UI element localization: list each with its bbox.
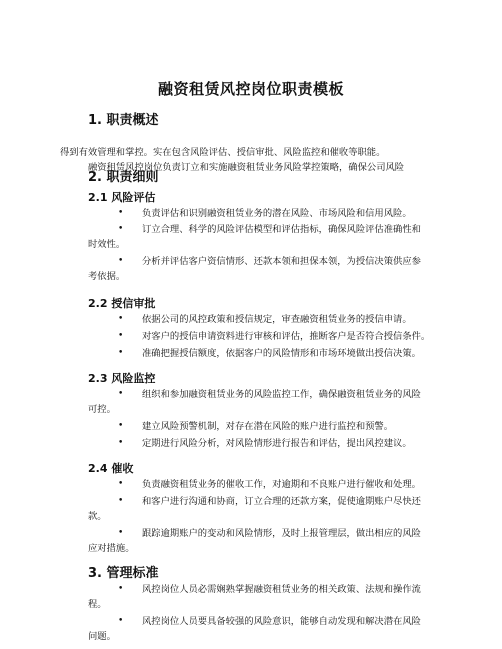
list-item-text: 负责评估和识别融资租赁业务的潜在风险、市场风险和信用风险。 (142, 208, 412, 219)
bullet-icon: • (118, 208, 124, 218)
list-item-text: 风控岗位人员必需娴熟掌握融资租赁业务的相关政策、法规和操作流 (142, 584, 421, 595)
list-item (88, 436, 442, 451)
list-item-text-continued: 应对措施。 (88, 543, 135, 554)
list-item-text: 订立合理、科学的风险评估模型和评估指标，确保风险评估准确性和 (142, 224, 421, 235)
bullet-icon: • (118, 479, 124, 489)
bullet-icon: • (118, 224, 124, 234)
bullet-icon: • (118, 331, 124, 341)
list-item (88, 387, 442, 417)
list-item (88, 346, 442, 361)
list-item-text-continued: 款。 (88, 511, 107, 522)
list-item (88, 477, 442, 492)
list-item-text: 准确把握授信额度，依据客户的风险情形和市场环境做出授信决策。 (142, 348, 421, 359)
bullet-icon: • (118, 256, 124, 266)
list-item (88, 582, 442, 612)
list-item-text: 对客户的授信申请资料进行审核和评估，推断客户是否符合授信条件。 (142, 331, 431, 342)
section-heading-management-standards: 3. 管理标准 (88, 566, 159, 581)
list-item (88, 312, 442, 327)
list-item-text: 建立风险预警机制，对存在潜在风险的账户进行监控和预警。 (142, 421, 394, 432)
list-item-text: 风控岗位人员要具备较强的风险意识，能够自动发现和解决潜在风险 (142, 616, 421, 627)
list-item (88, 206, 442, 221)
bullet-icon: • (118, 496, 124, 506)
overview-line-1: 融资租赁风控岗位负责订立和实施融资租赁业务风险掌控策略，确保公司风险 (88, 162, 405, 173)
overview-line-2: 得到有效管理和掌控。实在包含风险评估、授信审批、风险监控和催收等职能。 (60, 147, 386, 158)
bullet-icon: • (118, 584, 124, 594)
document-title: 融资租赁风控岗位职责模板 (157, 80, 344, 98)
subsection-heading-risk-monitoring: 2.3 风险监控 (88, 372, 156, 385)
section-heading-details: 2. 职责细则 (88, 170, 159, 185)
list-item (88, 494, 442, 524)
subsection-heading-collection: 2.4 催收 (88, 462, 134, 475)
subsection-heading-risk-assessment: 2.1 风险评估 (88, 191, 156, 204)
list-item-text-continued: 程。 (88, 599, 107, 610)
bullet-icon: • (118, 389, 124, 399)
list-item-text: 负责融资租赁业务的催收工作，对逾期和不良账户进行催收和处理。 (142, 479, 421, 490)
list-item-text: 依据公司的风控政策和授信规定，审查融资租赁业务的授信申请。 (142, 314, 412, 325)
list-item-text-continued: 可控。 (88, 404, 116, 415)
list-item-text-continued: 问题。 (88, 631, 116, 642)
list-item-text: 跟踪逾期账户的变动和风险情形，及时上报管理层，做出相应的风险 (142, 528, 421, 539)
list-item-text: 分析并评估客户资信情形、还款本领和担保本领，为授信决策供应参 (142, 256, 421, 267)
bullet-icon: • (118, 314, 124, 324)
bullet-icon: • (118, 616, 124, 626)
list-item-text: 组织和参加融资租赁业务的风险监控工作，确保融资租赁业务的风险 (142, 389, 421, 400)
bullet-icon: • (118, 528, 124, 538)
list-item-text-continued: 考依据。 (88, 271, 126, 282)
list-item (88, 254, 442, 284)
list-item (88, 526, 442, 556)
section-heading-overview: 1. 职责概述 (88, 113, 159, 128)
list-item-text: 和客户进行沟通和协商，订立合理的还款方案，促使逾期账户尽快还 (142, 496, 421, 507)
list-item-text-continued: 时效性。 (88, 239, 126, 250)
bullet-icon: • (118, 438, 124, 448)
list-item (88, 329, 442, 344)
subsection-heading-credit-approval: 2.2 授信审批 (88, 297, 156, 310)
list-item-text: 定期进行风险分析，对风险情形进行报告和评估，提出风控建议。 (142, 438, 412, 449)
bullet-icon: • (118, 348, 124, 358)
list-item (88, 419, 442, 434)
list-item (88, 614, 442, 644)
list-item (88, 222, 442, 252)
bullet-icon: • (118, 421, 124, 431)
